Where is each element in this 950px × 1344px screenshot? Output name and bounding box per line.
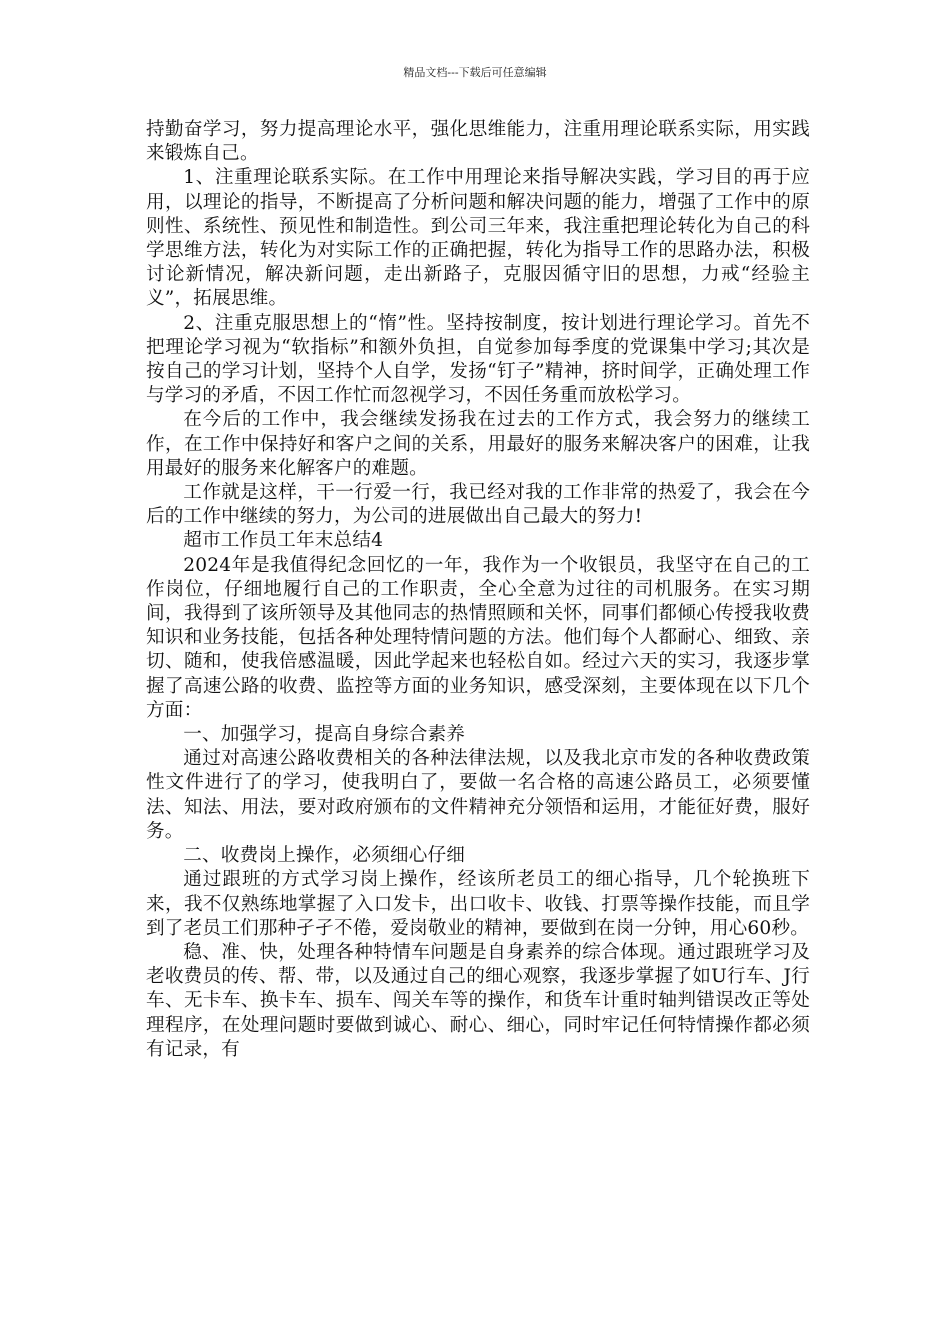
document-body — [146, 118, 810, 1062]
subheading-1: 一、加强学习，提高自身综合素养 — [183, 724, 466, 746]
paragraph-9: 通过对高速公路收费相关的各种法律法规，以及我北京市发的各种收费政策性文件进行了的学习，使我明白了，要做一名合格的高速公路员工，必须要懂法、知法、用法，要对政府颁布的文件精神充分领悟和运用，才能征好费，服好务。 — [146, 748, 810, 842]
paragraph-11: 通过跟班的方式学习岗上操作，经该所老员工的细心指导，几个轮换班下来，我不仅熟练地掌握了入口发卡，出口收卡、收钱、打票等操作技能，而且学到了老员工们那种孑孑不倦，爱岗敬业的精神，要做到在岗一分钟，用心60秒。 — [146, 869, 810, 939]
section-title: 超市工作员工年末总结4 — [183, 530, 384, 552]
paragraph-5: 工作就是这样，干一行爱一行，我已经对我的工作非常的热爱了，我会在今后的工作中继续的努力，为公司的进展做出自己最大的努力! — [146, 482, 810, 528]
page-header: 精品文档---下载后可任意编辑 — [403, 66, 547, 79]
paragraph-3: 2、注重克服思想上的“惰”性。坚持按制度，按计划进行理论学习。首先不把理论学习视为“软指标”和额外负担，自觉参加每季度的党课集中学习;其次是按自己的学习计划，坚持个人自学，发扬“钉子”精神，挤时间学，正确处理工作与学习的矛盾，不因工作忙而忽视学习，不因任务重而放松学习。 — [146, 312, 810, 407]
subheading-2: 二、收费岗上操作，必须细心仔细 — [183, 845, 466, 867]
paragraph-12: 稳、准、快，处理各种特情车问题是自身素养的综合体现。通过跟班学习及老收费员的传、帮、带，以及通过自己的细心观察，我逐步掌握了如U行车、J行车、无卡车、换卡车、损车、闯关车等的操作，和货车计重时轴判错误改正等处理程序，在处理问题时要做到诚心、耐心、细心，同时牢记任何特情操作都必须有记录，有 — [146, 941, 810, 1060]
paragraph-7: 2024年是我值得纪念回忆的一年，我作为一个收银员，我坚守在自己的工作岗位，仔细地履行自己的工作职责，全心全意为过往的司机服务。在实习期间，我得到了该所领导及其他同志的热情照顾和关怀，同事们都倾心传授我收费知识和业务技能，包括各种处理特情问题的方法。他们每个人都耐心、细致、亲切、随和，使我倍感温暖，因此学起来也轻松自如。经过六天的实习，我逐步掌握了高速公路的收费、监控等方面的业务知识，感受深刻，主要体现在以下几个方面： — [146, 554, 810, 721]
paragraph-4: 在今后的工作中，我会继续发扬我在过去的工作方式，我会努力的继续工作，在工作中保持好和客户之间的关系，用最好的服务来解决客户的困难，让我用最好的服务来化解客户的难题。 — [146, 409, 810, 479]
paragraph-2: 1、注重理论联系实际。在工作中用理论来指导解决实践，学习目的再于应用，以理论的指导，不断提高了分析问题和解决问题的能力，增强了工作中的原则性、系统性、预见性和制造性。到公司三年来，我注重把理论转化为自己的科学思维方法，转化为对实际工作的正确把握，转化为指导工作的思路办法，积极讨论新情况，解决新问题，走出新路子，克服因循守旧的思想，力戒“经验主义”，拓展思维。 — [146, 167, 810, 310]
paragraph-1: 持勤奋学习，努力提高理论水平，强化思维能力，注重用理论联系实际，用实践来锻炼自己。 — [146, 119, 810, 165]
